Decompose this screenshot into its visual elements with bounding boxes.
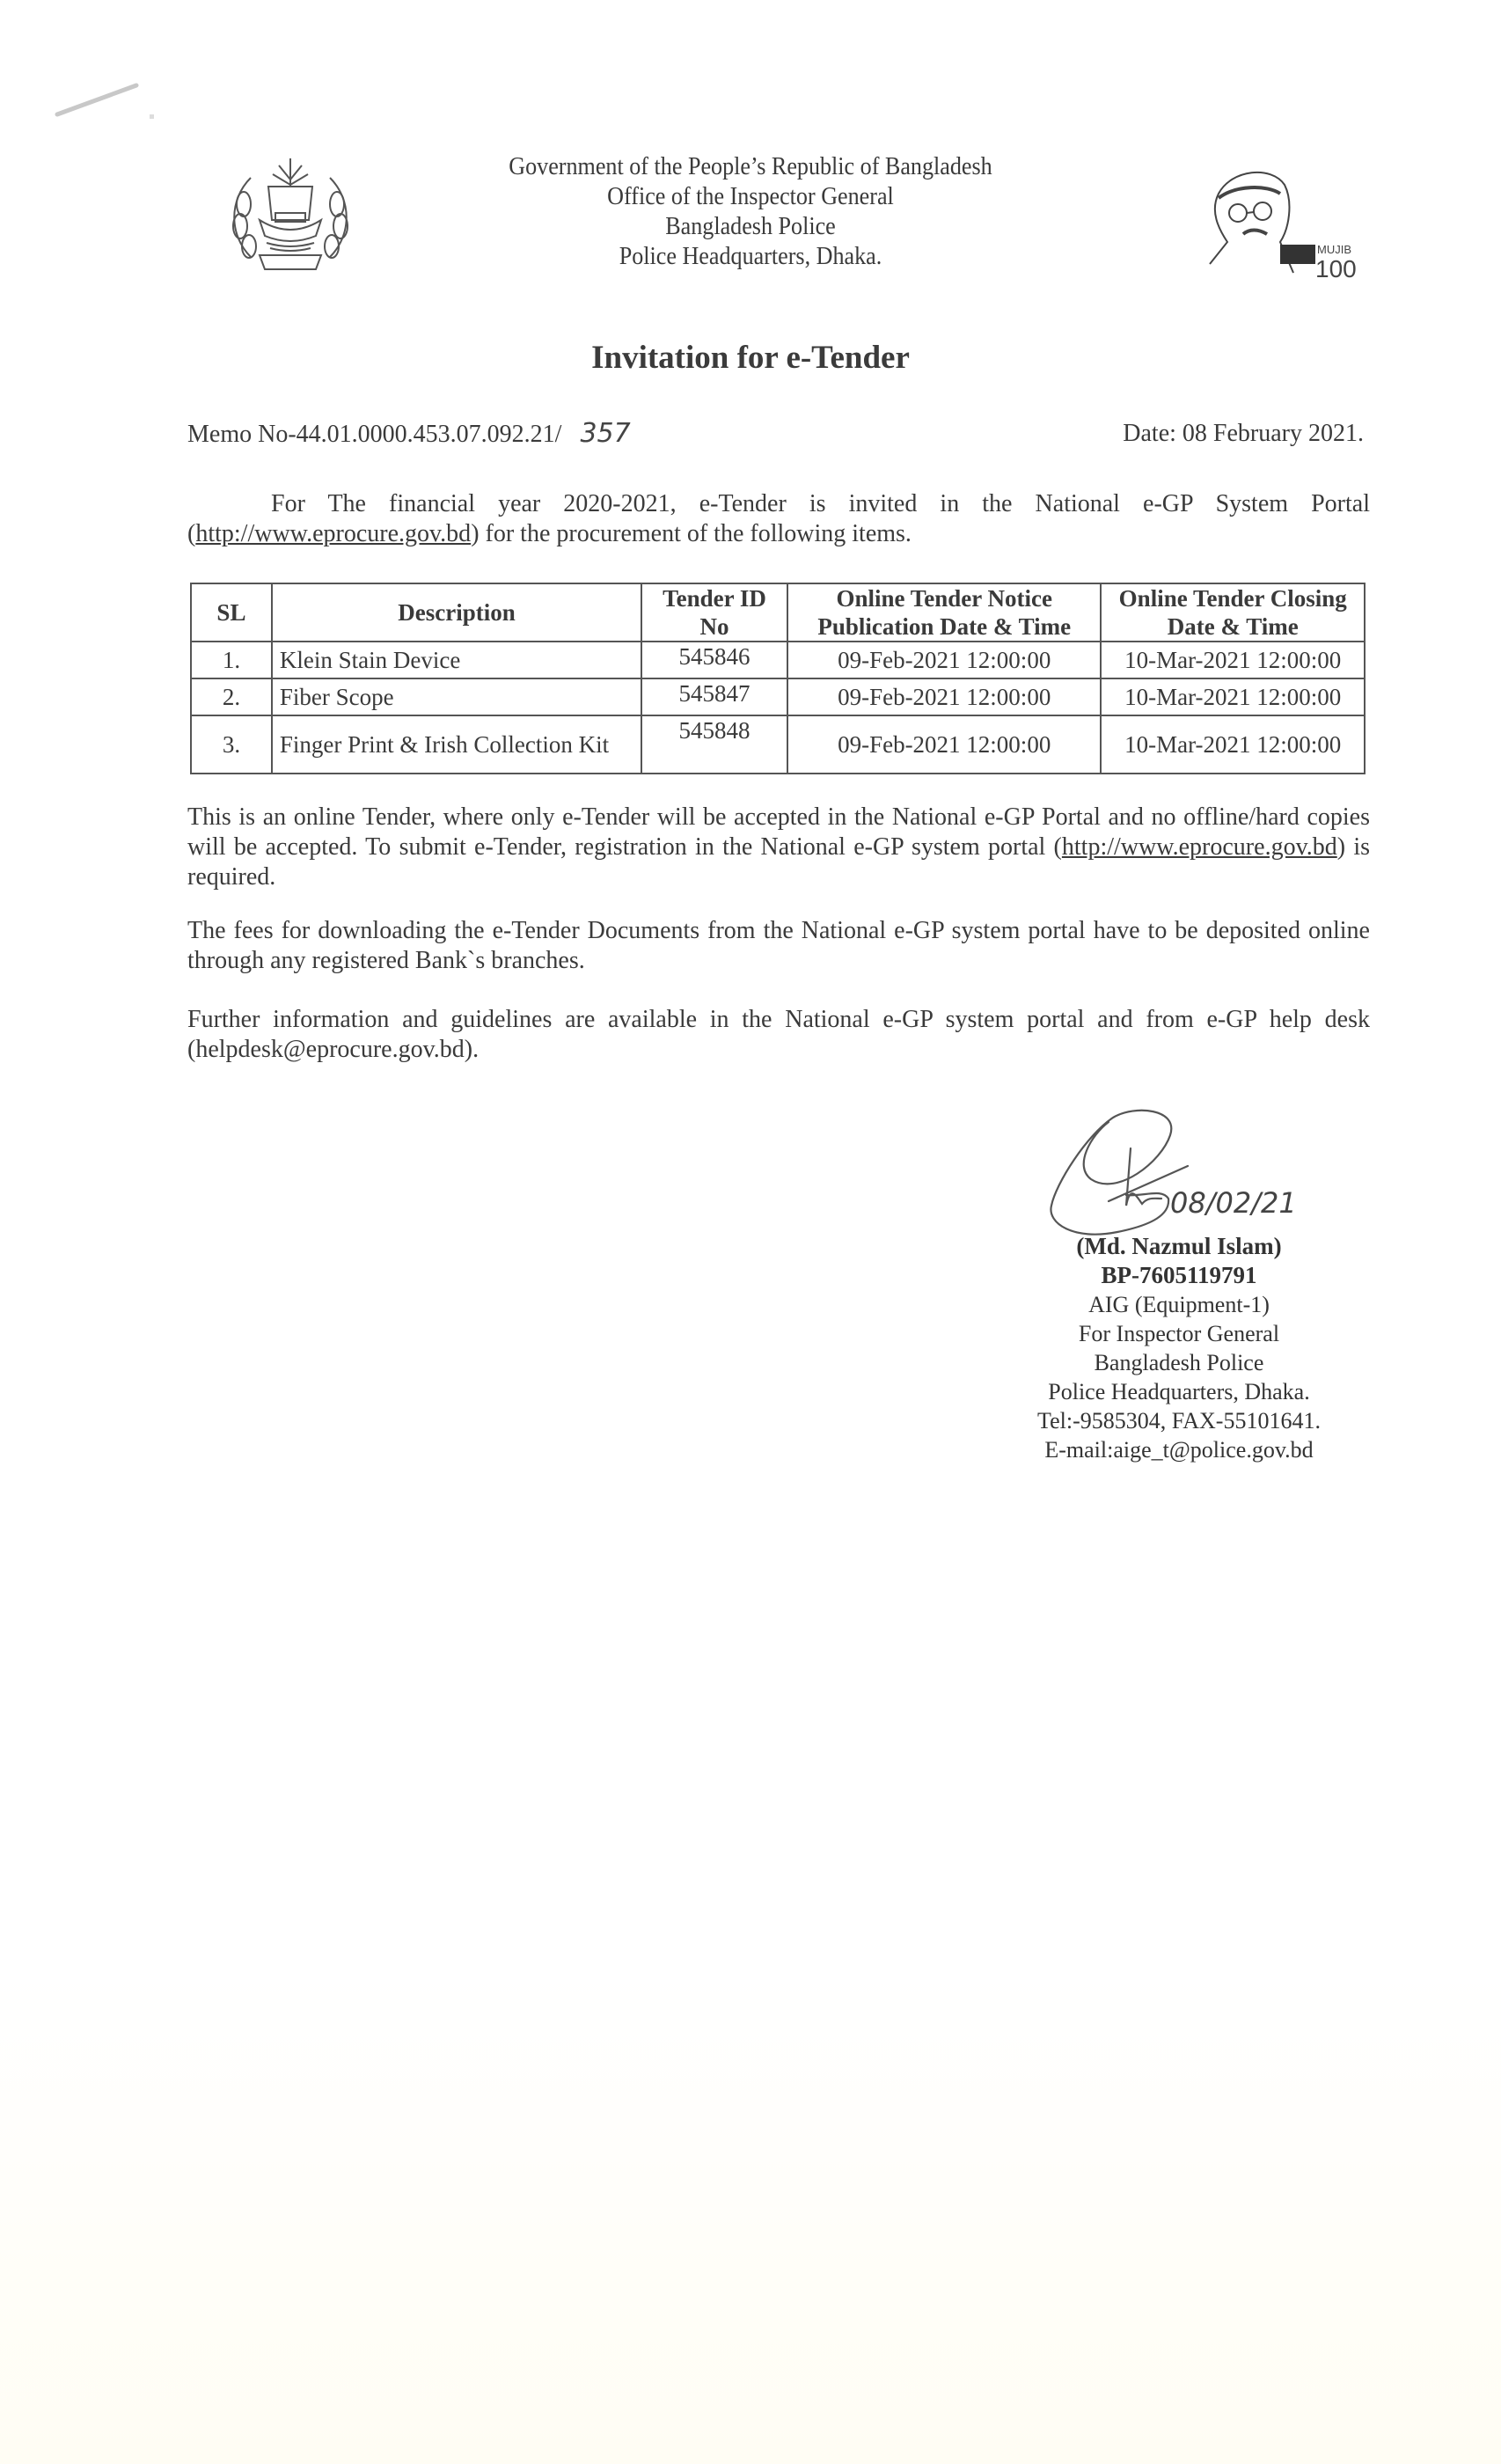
intro-text-end: ) for the procurement of the following items. <box>471 520 912 547</box>
intro-paragraph <box>187 489 1370 549</box>
intro-text: For The financial year 2020-2021, e-Tender is invited in the National e-GP System Portal ( <box>187 490 1370 547</box>
document-title: Invitation for e-Tender <box>591 340 910 376</box>
header-closing: Online Tender Closing Date & Time <box>1101 583 1365 642</box>
table-row <box>191 642 1365 678</box>
memo-handwritten-number: 357 <box>580 418 631 449</box>
cell-tender-id: 545847 <box>641 678 787 715</box>
signatory-contact: Tel:-9585304, FAX-55101641. <box>1037 1408 1321 1434</box>
cell-closing: 10-Mar-2021 12:00:00 <box>1101 678 1365 715</box>
header-publication: Online Tender Notice Publication Date & Time <box>787 583 1101 642</box>
cell-closing: 10-Mar-2021 12:00:00 <box>1101 642 1365 678</box>
letterhead-line-office: Office of the Inspector General <box>607 182 894 210</box>
eprocure-link[interactable]: http://www.eprocure.gov.bd <box>195 520 472 547</box>
mujib-logo-text: MUJIB <box>1317 243 1351 256</box>
memo-date: Date: 08 February 2021. <box>1123 420 1364 447</box>
signatory-office: Police Headquarters, Dhaka. <box>1048 1379 1310 1404</box>
eprocure-link-2[interactable]: http://www.eprocure.gov.bd <box>1061 833 1337 861</box>
table-row <box>191 678 1365 715</box>
signatory-bp: BP-7605119791 <box>1101 1262 1257 1288</box>
memo-line <box>187 419 631 450</box>
signatory-org: Bangladesh Police <box>1094 1350 1264 1375</box>
header-tender-id: Tender ID No <box>641 583 787 642</box>
signatory-email[interactable]: E-mail:aige_t@police.gov.bd <box>1044 1437 1314 1463</box>
signatory-name: (Md. Nazmul Islam) <box>1076 1233 1282 1259</box>
signature-block <box>968 1232 1390 1464</box>
cell-tender-id: 545848 <box>641 715 787 774</box>
further-info-paragraph: Further information and guidelines are available in the National e-GP system portal and from e-GP help desk (helpdesk@eprocure.gov.bd). <box>187 1006 1370 1063</box>
svg-text:100: 100 <box>1315 255 1357 282</box>
cell-tender-id: 545846 <box>641 642 787 678</box>
tender-table <box>190 583 1366 774</box>
cell-closing: 10-Mar-2021 12:00:00 <box>1101 715 1365 774</box>
letterhead-line-police: Bangladesh Police <box>665 212 836 240</box>
letterhead-line-hq: Police Headquarters, Dhaka. <box>619 242 882 270</box>
cell-sl: 2. <box>191 678 272 715</box>
cell-publication: 09-Feb-2021 12:00:00 <box>787 715 1101 774</box>
fees-paragraph: The fees for downloading the e-Tender Documents from the National e-GP system portal have to be deposited online through any registered Bank`s branches. <box>187 917 1370 974</box>
scan-mark <box>48 75 154 128</box>
cell-sl: 1. <box>191 642 272 678</box>
header-sl: SL <box>191 583 272 642</box>
table-row <box>191 715 1365 774</box>
online-only-text-end: ) is required. <box>187 833 1371 891</box>
table-header-row <box>191 583 1365 642</box>
cell-sl: 3. <box>191 715 272 774</box>
handwritten-signature <box>1038 1100 1355 1250</box>
memo-number: Memo No-44.01.0000.453.07.092.21/ <box>187 421 562 448</box>
header-description: Description <box>272 583 641 642</box>
letterhead-line-government: Government of the People’s Republic of Bangladesh <box>509 152 992 180</box>
cell-description: Klein Stain Device <box>272 642 641 678</box>
cell-publication: 09-Feb-2021 12:00:00 <box>787 642 1101 678</box>
online-only-paragraph <box>187 803 1370 892</box>
online-only-text: This is an online Tender, where only e-Tender will be accepted in the National e-GP Portal and no offline/hard copies will be accepted. To submit e-Tender, registration in the National e-GP system portal ( <box>187 803 1370 861</box>
cell-description: Fiber Scope <box>272 678 641 715</box>
signature-date: 08/02/21 <box>1170 1186 1297 1220</box>
signatory-designation: AIG (Equipment-1) <box>1088 1292 1270 1317</box>
letterhead <box>0 151 1501 271</box>
cell-description: Finger Print & Irish Collection Kit <box>272 715 641 774</box>
signatory-for-line: For Inspector General <box>1078 1321 1280 1346</box>
cell-publication: 09-Feb-2021 12:00:00 <box>787 678 1101 715</box>
